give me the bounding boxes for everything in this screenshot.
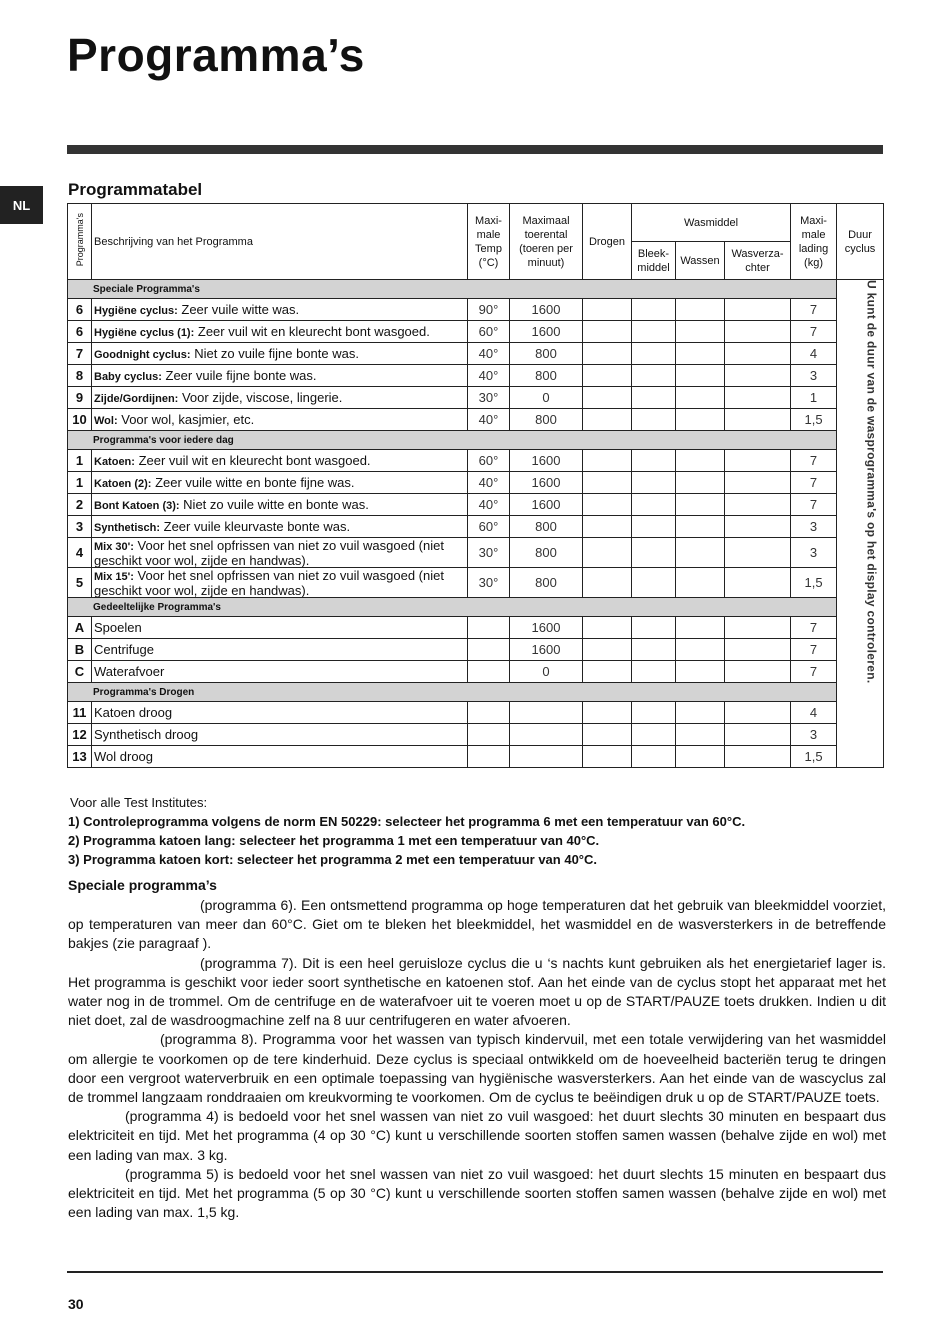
- drying-cell: [583, 365, 632, 387]
- max-load-cell: 7: [791, 472, 837, 494]
- max-temp-cell: [468, 639, 510, 661]
- special-programs-text: [68, 896, 886, 1222]
- program-text: Synthetisch droog: [94, 727, 199, 742]
- bleach-cell: [632, 538, 676, 568]
- program-description: [92, 472, 468, 494]
- category-row: [68, 683, 884, 702]
- program-text: Waterafvoer: [94, 664, 165, 679]
- drying-cell: [583, 343, 632, 365]
- table-row: [68, 343, 884, 365]
- max-speed-cell: 1600: [510, 617, 583, 639]
- max-load-cell: 7: [791, 639, 837, 661]
- program-number: 6: [68, 321, 92, 343]
- page-number: 30: [68, 1296, 84, 1312]
- program-name: Mix 15':: [94, 570, 134, 583]
- max-load-cell: 3: [791, 365, 837, 387]
- table-row: [68, 516, 884, 538]
- table-row: [68, 617, 884, 639]
- max-speed-cell: 1600: [510, 299, 583, 321]
- paragraph: (programma 7). Dit is een heel geruisloze cyclus die u ‘s nachts kunt gebruiken als het energietarief lager is. Het programma is geschikt voor ieder soort synthetische en katoenen stof. Aan het einde van de cyclus stopt het apparaat met het water nog in de trommel. Om de centrifuge en de waterafvoer uit te voeren moet u op de START/PAUZE toets drukken. Indien u dit niet doet, zal de wasdroogmachine zelf na 8 uur centrifugeren en water afvoeren.: [68, 954, 886, 1029]
- wash-cell: [676, 702, 725, 724]
- bleach-cell: [632, 702, 676, 724]
- max-load-cell: 7: [791, 617, 837, 639]
- max-speed-cell: 800: [510, 538, 583, 568]
- softener-cell: [725, 702, 791, 724]
- softener-cell: [725, 639, 791, 661]
- max-speed-cell: 1600: [510, 639, 583, 661]
- program-number: A: [68, 617, 92, 639]
- drying-cell: [583, 746, 632, 768]
- program-number: 3: [68, 516, 92, 538]
- bleach-cell: [632, 516, 676, 538]
- header-description: Beschrijving van het Programma: [92, 204, 468, 280]
- bleach-cell: [632, 387, 676, 409]
- language-tab: NL: [0, 186, 43, 224]
- note-item: 1) Controleprogramma volgens de norm EN 50229: selecteer het programma 6 met een temperatuur van 60°C.: [68, 814, 746, 829]
- program-name: Hygiëne cyclus (1):: [94, 327, 195, 339]
- header-max-temp: Maxi- male Temp (°C): [468, 204, 510, 280]
- program-description: [92, 387, 468, 409]
- max-load-cell: 1: [791, 387, 837, 409]
- header-bleach: Bleek- middel: [632, 242, 676, 280]
- program-text: Zeer vuile fijne bonte was.: [165, 368, 317, 383]
- table-row: [68, 494, 884, 516]
- program-description: [92, 343, 468, 365]
- max-temp-cell: 90°: [468, 299, 510, 321]
- wash-cell: [676, 746, 725, 768]
- bleach-cell: [632, 494, 676, 516]
- drying-cell: [583, 494, 632, 516]
- softener-cell: [725, 494, 791, 516]
- program-text: Spoelen: [94, 620, 142, 635]
- bleach-cell: [632, 568, 676, 598]
- table-row: [68, 538, 884, 568]
- program-text: Zeer vuile kleurvaste bonte was.: [163, 519, 351, 534]
- test-institutes-notes: [68, 793, 745, 869]
- max-load-cell: 7: [791, 299, 837, 321]
- program-number: 13: [68, 746, 92, 768]
- program-text: Zeer vuile witte was.: [181, 302, 300, 317]
- program-number: 7: [68, 343, 92, 365]
- max-speed-cell: [510, 746, 583, 768]
- note-item: 3) Programma katoen kort: selecteer het programma 2 met een temperatuur van 40°C.: [68, 852, 597, 867]
- program-text: Wol droog: [94, 749, 154, 764]
- bleach-cell: [632, 661, 676, 683]
- max-temp-cell: 30°: [468, 538, 510, 568]
- max-speed-cell: 800: [510, 568, 583, 598]
- max-speed-cell: [510, 724, 583, 746]
- duration-note: U kunt de duur van de wasprogramma's op het display controleren.: [864, 280, 879, 684]
- max-speed-cell: 800: [510, 516, 583, 538]
- program-number: 4: [68, 538, 92, 568]
- max-temp-cell: 40°: [468, 409, 510, 431]
- max-speed-cell: 0: [510, 387, 583, 409]
- softener-cell: [725, 538, 791, 568]
- category-row: [68, 598, 884, 617]
- program-number: 10: [68, 409, 92, 431]
- max-temp-cell: 40°: [468, 343, 510, 365]
- wash-cell: [676, 494, 725, 516]
- table-row: [68, 702, 884, 724]
- max-load-cell: 4: [791, 702, 837, 724]
- program-text: Katoen droog: [94, 705, 173, 720]
- header-wash: Wassen: [676, 242, 725, 280]
- category-label: Programma's voor iedere dag: [68, 431, 837, 450]
- program-number: 8: [68, 365, 92, 387]
- wash-cell: [676, 299, 725, 321]
- bleach-cell: [632, 639, 676, 661]
- wash-cell: [676, 365, 725, 387]
- max-load-cell: 3: [791, 724, 837, 746]
- wash-cell: [676, 724, 725, 746]
- program-text: Niet zo vuile witte en bonte was.: [183, 497, 369, 512]
- table-row: [68, 299, 884, 321]
- max-speed-cell: 1600: [510, 494, 583, 516]
- drying-cell: [583, 472, 632, 494]
- paragraph: (programma 8). Programma voor het wassen van typisch kindervuil, met een totale verwijdering van het wasmiddel om allergie te voorkomen op de tere kinderhuid. Deze cyclus is speciaal ontwikkeld om de hoeveelheid bacteriën terug te dringen door een vergroot waterverbruik en een optimale toepassing van hygiënische wasversterkers. Aan het einde van de wascyclus zal de trommel langzaam ronddraaien om kreukvorming te voorkomen. Om de cyclus te beëindigen druk u op de START/PAUZE toets.: [68, 1031, 886, 1106]
- softener-cell: [725, 516, 791, 538]
- program-description: [92, 494, 468, 516]
- max-load-cell: 4: [791, 343, 837, 365]
- program-description: [92, 450, 468, 472]
- program-description: [92, 639, 468, 661]
- wash-cell: [676, 538, 725, 568]
- header-detergent: Wasmiddel: [632, 204, 791, 242]
- max-temp-cell: [468, 746, 510, 768]
- wash-cell: [676, 639, 725, 661]
- max-load-cell: 3: [791, 516, 837, 538]
- softener-cell: [725, 365, 791, 387]
- softener-cell: [725, 617, 791, 639]
- note-item: 2) Programma katoen lang: selecteer het programma 1 met een temperatuur van 40°C.: [68, 833, 600, 848]
- page-title: Programma’s: [67, 29, 365, 81]
- program-description: [92, 724, 468, 746]
- max-load-cell: 1,5: [791, 568, 837, 598]
- max-speed-cell: 800: [510, 343, 583, 365]
- wash-cell: [676, 472, 725, 494]
- paragraph: (programma 6). Een ontsmettend programma op hoge temperaturen dat het gebruik van bleekmiddel voorziet, op temperaturen van meer dan 60°C. Giet om te bleken het bleekmiddel, het wasmiddel en de wasversterkers in de betreffende bakjes (zie paragraaf ).: [68, 897, 886, 952]
- program-description: [92, 617, 468, 639]
- max-temp-cell: 30°: [468, 387, 510, 409]
- table-row: [68, 568, 884, 598]
- max-temp-cell: 60°: [468, 321, 510, 343]
- table-row: [68, 387, 884, 409]
- max-temp-cell: 30°: [468, 568, 510, 598]
- program-number: B: [68, 639, 92, 661]
- footer-divider: [67, 1271, 883, 1273]
- program-name: Hygiëne cyclus:: [94, 305, 178, 317]
- wash-cell: [676, 450, 725, 472]
- max-temp-cell: 60°: [468, 450, 510, 472]
- header-max-load: Maxi- male lading (kg): [791, 204, 837, 280]
- bleach-cell: [632, 472, 676, 494]
- category-label: Gedeeltelijke Programma's: [68, 598, 837, 617]
- softener-cell: [725, 299, 791, 321]
- program-text: Voor het snel opfrissen van niet zo vuil wasgoed (niet geschikt voor wol, zijde en handwas).: [94, 537, 444, 568]
- max-speed-cell: 1600: [510, 321, 583, 343]
- program-description: [92, 321, 468, 343]
- softener-cell: [725, 746, 791, 768]
- table-row: [68, 472, 884, 494]
- max-temp-cell: 40°: [468, 472, 510, 494]
- max-speed-cell: 0: [510, 661, 583, 683]
- program-number: 1: [68, 450, 92, 472]
- max-temp-cell: 40°: [468, 365, 510, 387]
- wash-cell: [676, 343, 725, 365]
- max-temp-cell: [468, 617, 510, 639]
- category-row: [68, 280, 884, 299]
- wash-cell: [676, 409, 725, 431]
- program-description: [92, 516, 468, 538]
- softener-cell: [725, 343, 791, 365]
- program-table: [67, 203, 884, 768]
- max-temp-cell: [468, 724, 510, 746]
- table-row: [68, 639, 884, 661]
- program-description: [92, 365, 468, 387]
- header-softener: Wasverza- chter: [725, 242, 791, 280]
- program-name: Bont Katoen (3):: [94, 500, 180, 512]
- program-name: Katoen:: [94, 456, 135, 468]
- softener-cell: [725, 450, 791, 472]
- program-name: Synthetisch:: [94, 522, 161, 534]
- program-text: Zeer vuil wit en kleurecht bont wasgoed.: [197, 324, 430, 339]
- bleach-cell: [632, 299, 676, 321]
- program-name: Zijde/Gordijnen:: [94, 393, 179, 405]
- program-description: [92, 568, 468, 598]
- bleach-cell: [632, 746, 676, 768]
- paragraph: (programma 5) is bedoeld voor het snel wassen van niet zo vuil wasgoed: het duurt slechts 15 minuten en bespaart dus elektriciteit en tijd. Met het programma (5 op 30 °C) kunt u verschillende soorten stoffen samen wassen (behalve zijde en wol) met een lading van max. 1,5 kg.: [68, 1165, 886, 1221]
- max-temp-cell: [468, 702, 510, 724]
- header-max-speed: Maximaal toerental (toeren per minuut): [510, 204, 583, 280]
- softener-cell: [725, 321, 791, 343]
- max-load-cell: 1,5: [791, 746, 837, 768]
- max-load-cell: 7: [791, 661, 837, 683]
- special-programs-title: Speciale programma’s: [68, 877, 217, 893]
- wash-cell: [676, 568, 725, 598]
- program-number: 9: [68, 387, 92, 409]
- table-row: [68, 365, 884, 387]
- max-temp-cell: [468, 661, 510, 683]
- max-temp-cell: 40°: [468, 494, 510, 516]
- program-text: Zeer vuile witte en bonte fijne was.: [155, 475, 355, 490]
- max-load-cell: 1,5: [791, 409, 837, 431]
- category-label: Speciale Programma's: [68, 280, 837, 299]
- header-duration: Duur cyclus: [837, 204, 884, 280]
- bleach-cell: [632, 321, 676, 343]
- bleach-cell: [632, 724, 676, 746]
- program-number: 12: [68, 724, 92, 746]
- wash-cell: [676, 321, 725, 343]
- program-text: Voor het snel opfrissen van niet zo vuil wasgoed (niet geschikt voor wol, zijde en handwas).: [94, 567, 444, 598]
- program-description: [92, 746, 468, 768]
- program-text: Zeer vuil wit en kleurecht bont wasgoed.: [138, 453, 371, 468]
- table-row: [68, 661, 884, 683]
- program-number: 5: [68, 568, 92, 598]
- bleach-cell: [632, 450, 676, 472]
- program-text: Centrifuge: [94, 642, 154, 657]
- drying-cell: [583, 387, 632, 409]
- program-name: Baby cyclus:: [94, 371, 162, 383]
- softener-cell: [725, 724, 791, 746]
- program-text: Voor wol, kasjmier, etc.: [121, 412, 255, 427]
- table-row: [68, 746, 884, 768]
- program-name: Wol:: [94, 415, 118, 427]
- program-number: 11: [68, 702, 92, 724]
- drying-cell: [583, 568, 632, 598]
- drying-cell: [583, 409, 632, 431]
- table-row: [68, 450, 884, 472]
- max-load-cell: 7: [791, 321, 837, 343]
- program-description: [92, 538, 468, 568]
- program-number: 1: [68, 472, 92, 494]
- softener-cell: [725, 409, 791, 431]
- drying-cell: [583, 702, 632, 724]
- max-speed-cell: [510, 702, 583, 724]
- wash-cell: [676, 617, 725, 639]
- softener-cell: [725, 661, 791, 683]
- program-name: Goodnight cyclus:: [94, 349, 191, 361]
- bleach-cell: [632, 409, 676, 431]
- drying-cell: [583, 538, 632, 568]
- wash-cell: [676, 661, 725, 683]
- table-row: [68, 409, 884, 431]
- program-number: C: [68, 661, 92, 683]
- max-load-cell: 7: [791, 494, 837, 516]
- program-name: Mix 30':: [94, 540, 134, 553]
- program-number: 2: [68, 494, 92, 516]
- paragraph: (programma 4) is bedoeld voor het snel wassen van niet zo vuil wasgoed: het duurt slechts 30 minuten en bespaart dus elektriciteit en tijd. Met het programma (4 op 30 °C) kunt u verschillende soorten stoffen samen wassen (behalve zijde en wol) met een lading van max. 3 kg.: [68, 1108, 886, 1163]
- category-label: Programma's Drogen: [68, 683, 837, 702]
- drying-cell: [583, 661, 632, 683]
- program-description: [92, 409, 468, 431]
- program-number: 6: [68, 299, 92, 321]
- drying-cell: [583, 724, 632, 746]
- section-title: Programmatabel: [68, 180, 203, 199]
- bleach-cell: [632, 365, 676, 387]
- max-speed-cell: 800: [510, 365, 583, 387]
- header-programmas: Programma's: [68, 204, 92, 280]
- title-divider: [67, 145, 883, 154]
- max-speed-cell: 800: [510, 409, 583, 431]
- notes-intro: Voor alle Test Institutes:: [70, 795, 208, 810]
- drying-cell: [583, 321, 632, 343]
- drying-cell: [583, 516, 632, 538]
- table-row: [68, 321, 884, 343]
- bleach-cell: [632, 617, 676, 639]
- wash-cell: [676, 387, 725, 409]
- header-drying: Drogen: [583, 204, 632, 280]
- drying-cell: [583, 450, 632, 472]
- wash-cell: [676, 516, 725, 538]
- softener-cell: [725, 568, 791, 598]
- program-description: [92, 702, 468, 724]
- softener-cell: [725, 472, 791, 494]
- drying-cell: [583, 299, 632, 321]
- softener-cell: [725, 387, 791, 409]
- table-row: [68, 724, 884, 746]
- program-description: [92, 299, 468, 321]
- program-description: [92, 661, 468, 683]
- bleach-cell: [632, 343, 676, 365]
- max-speed-cell: 1600: [510, 472, 583, 494]
- max-load-cell: 3: [791, 538, 837, 568]
- program-name: Katoen (2):: [94, 478, 152, 490]
- duration-note-cell: [837, 280, 884, 768]
- program-text: Voor zijde, viscose, lingerie.: [181, 390, 343, 405]
- program-text: Niet zo vuile fijne bonte was.: [194, 346, 359, 361]
- max-temp-cell: 60°: [468, 516, 510, 538]
- drying-cell: [583, 617, 632, 639]
- category-row: [68, 431, 884, 450]
- max-load-cell: 7: [791, 450, 837, 472]
- max-speed-cell: 1600: [510, 450, 583, 472]
- drying-cell: [583, 639, 632, 661]
